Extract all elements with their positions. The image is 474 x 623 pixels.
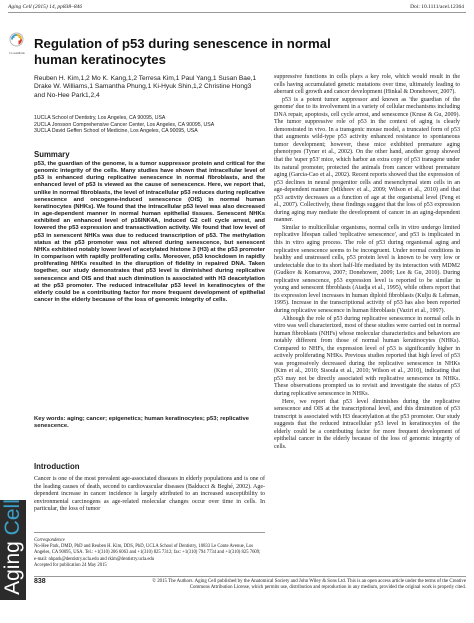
summary-heading: Summary <box>34 150 70 159</box>
journal-citation: Aging Cell (2015) 14, pp838–846 <box>8 4 83 10</box>
doi: Doi: 10.1111/acel.12364 <box>410 4 464 10</box>
accepted-date: Accepted for publication 24 May 2015 <box>34 562 107 568</box>
paragraph: suppressive functions in cells plays a key role, which would result in the cells having accumulated genetic mutations over time, ultimately leading to aberrant cell growth and cancer development (Hinkal & Donehower, 2007). <box>274 74 460 96</box>
correspondence-divider <box>34 532 265 533</box>
paragraph: Similar to multicellular organisms, normal cells in vitro undergo limited replicative lifespan called 'replicative senescence', and p53 is implicated in this in vitro aging process. The role of p53 during organismal aging and replicative senescence seems to be incongruent. Under normal conditions in healthy and unstressed cells, p53 protein level is known to be very low or undetectable due to its short half-life mediated by its interaction with MDM2 (Gudkov & Komarova, 2007; Donehower, 2009; Lee & Gu, 2010). During replicative senescence, p53 expression level is reported to be similar in young and senescent fibroblasts (Atadja et al., 1995), while others report that its expression level increases in human diploid fibroblasts (Kulju & Lehman, 1995). Increase in the transcriptional activity of p53 has also been reported during replicative senescence in human fibroblasts (Vaziri et al., 1997). <box>274 224 460 314</box>
affiliation-3: 3UCLA David Geffen School of Medicine, Los Angeles, CA 90095, USA <box>34 128 198 135</box>
crossmark-label: CrossMark <box>9 51 25 55</box>
crossmark-icon[interactable] <box>9 32 24 50</box>
article-title: Regulation of p53 during senescence in normal human keratinocytes <box>34 36 331 67</box>
affiliations <box>34 115 264 135</box>
footer-divider <box>34 576 466 577</box>
author-list: Reuben H. Kim,1,2 Mo K. Kang,1,2 Terresa Kim,1 Paul Yang,1 Susan Bae,1 Drake W. Williams,1 Samantha Phung,1 Ki-Hyuk Shin,1,2 Christine Hong3 and No-Hee Park1,2,4 <box>34 75 257 99</box>
header-divider <box>8 12 466 13</box>
summary-text: p53, the guardian of the genome, is a tumor suppressor protein and critical for the genomic integrity of the cells. Many studies have shown that intracellular level of p53 is enhanced during replicative senescence in normal fibroblasts, and the enhanced level of p53 is viewed as the cause of senescence. Here, we report that, unlike in normal fibroblasts, the level of intracellular p53 reduces during replicative senescence and oncogene-induced senescence (OIS) in normal human keratinocytes (NHKs). We found that the intracellular p53 level was also decreased in age-dependent manner in normal human epithelial tissues. Senescent NHKs exhibited an enhanced level of p16INK4A, induced G2 cell cycle arrest, and lowered the p53 expression and transactivation activity. We found that low level of p53 in senescent NHKs was due to reduced transcription of p53. The methylation status at the p53 promoter was not altered during senescence, but senescent NHKs exhibited notably lower level of acetylated histone 3 (H3) at the p53 promoter in comparison with rapidly proliferating cells. Moreover, p53 knockdown in rapidly proliferating NHKs resulted in the disruption of fidelity in repaired DNA. Taken together, our study demonstrates that p53 level is diminished during replicative senescence and OIS and that such diminution is associated with H3 deacetylation at the p53 promoter. The reduced intracellular p53 level in keratinocytes of the elderly could be a contributing factor for more frequent development of epithelial cancer in the elderly because of the loss of genomic integrity of cells. <box>34 161 265 303</box>
page-number: 838 <box>34 578 46 585</box>
keywords: Key words: aging; cancer; epigenetics; human keratinocytes; p53; replicative senescence. <box>34 416 249 430</box>
affiliation-1: 1UCLA School of Dentistry, Los Angeles, CA 90095, USA <box>34 115 166 121</box>
license-footer: © 2015 The Authors. Aging Cell published by the Anatomical Society and John Wiley & Sons Ltd. This is an open access article under the terms of the Creative Commons Attribution License, which permits use, distribution and reproduction in any medium, provided the original work is properly cited. <box>152 579 466 591</box>
correspondence-block <box>34 538 265 569</box>
paragraph: p53 is a potent tumor suppressor and known as 'the guardian of the genome' due to its involvement in a variety of cellular mechanisms including DNA repair, apoptosis, cell cycle arrest, and senescence (Kruse & Gu, 2009). The tumor suppressive role of p53 in the context of aging is clearly demonstrated in vivo. In a transgenic mouse model, a truncated form of p53 that augments wild-type p53 activity enhanced resistance to spontaneous tumor development; however, these mice exhibited premature aging phenotypes (Tyner et al., 2002). On the other hand, another group showed that the 'super p53' mice, which harbor an extra copy of p53 transgene under its natural promoter, protected the animals from cancer without premature aging (Garcia-Cao et al., 2002). Recent reports showed that the expression of p53 declines in neural progenitor cells and mesenchymal stem cells in an age-dependent manner (Mikheev et al., 2009; Wilson et al., 2010) and that p53 activity decreases as a function of age at the organismal level (Feng et al., 2007). Collectively, these findings suggest that the loss of p53 expression during aging may mediate the development of cancer in an aging-dependent manner. <box>274 96 460 224</box>
logo-word-aging: Aging <box>1 541 24 595</box>
journal-logo <box>0 496 26 598</box>
intro-heading: Introduction <box>34 462 80 471</box>
affiliation-2: 2UCLA Jonsson Comprehensive Cancer Center, Los Angeles, CA 90095, USA <box>34 121 215 128</box>
paragraph: Here, we report that p53 level diminishes during the replicative senescence and OIS at the transcriptional level, and this diminution of p53 transcript is associated with H3 deacetylation at the p53 promoter. Our study suggests that the reduced intracellular p53 level in keratinocytes of the elderly could be a contributing factor for more frequent development of epithelial cancer in the elderly because of the loss of genomic integrity of cells. <box>274 398 460 450</box>
logo-word-cell: Cell <box>1 499 24 536</box>
right-column <box>274 74 460 451</box>
intro-text: Cancer is one of the most prevalent age-associated diseases in elderly populations and is one of the leading causes of death, second to cardiovascular diseases (Balducci & Beghé, 2002). Age-dependent increase in cancer incidence is largely attributed to an increased susceptibility to environmental carcinogens as age-related molecular changes occur over time in cells. In particular, the loss of tumor <box>34 476 265 513</box>
paragraph: Although the role of p53 during replicative senescence in normal cells in vitro was well characterized, most of these studies were carried out in normal human fibroblasts (NHFs) whose molecular characteristics and behaviors are notably different from those of normal human keratinocytes (NHKs). Compared to NHFs, the expression level of p53 is significantly higher in actively proliferating NHKs. Previous studies reported that high level of p53 was progressively decreased during the replicative senescence in NHKs (Kim et al., 2010; Sisoula et al., 2010; Wilson et al., 2010), indicating that p53 may not be directly associated with replicative senescence in NHKs. These observations prompted us to revisit and investigate the status of p53 during replicative senescence in NHKs. <box>274 315 460 397</box>
correspondence-label: Correspondence <box>34 538 65 543</box>
correspondence-text: No-Hee Park, DMD, PhD and Reuben H. Kim, DDS, PhD, UCLA School of Dentistry, 10833 Le Conte Avenue, Los Angeles, CA 90095, USA. Tel.: +1(310) 206 6063 and +1(310) 825 7312; fax: +1(310) 794 7734 and +1(310) 825 7609; e-mail: nhpark@dentistry.ucla.edu and rkim@dentistry.ucla.edu <box>34 544 261 562</box>
